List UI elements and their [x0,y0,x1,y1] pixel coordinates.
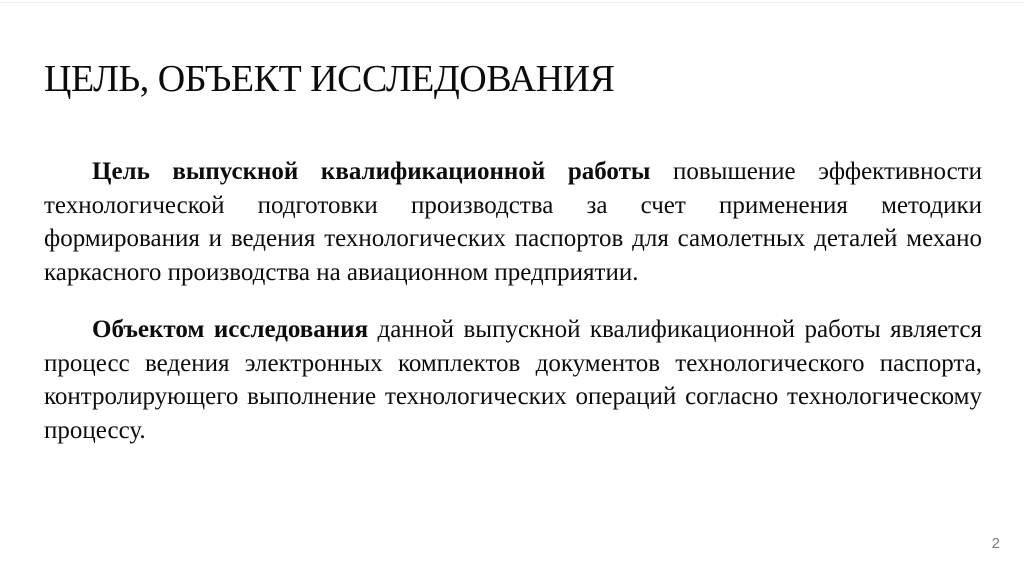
paragraph-goal [44,155,982,289]
paragraph-goal-text: повышение эффективности технологической подготовки производства за счет применения методики формирования и ведения технологических паспортов для самолетных деталей механо каркасного производства на авиационном предприятии. [44,158,982,286]
page-number: 2 [991,535,1000,552]
paragraph-object-text: данной выпускной квалификационной работы является процесс ведения электронных комплектов документов технологического паспорта, контролирующего выполнение технологических операций согласно технологическому процессу. [44,316,983,444]
paragraph-object-lead: Объектом исследования [92,316,369,343]
slide-body [44,155,982,471]
slide-title: ЦЕЛЬ, ОБЪЕКТ ИССЛЕДОВАНИЯ [44,58,615,100]
slide-top-border [0,2,1024,3]
paragraph-goal-lead: Цель выпускной квалификационной работы [92,158,651,185]
paragraph-object [44,313,982,447]
